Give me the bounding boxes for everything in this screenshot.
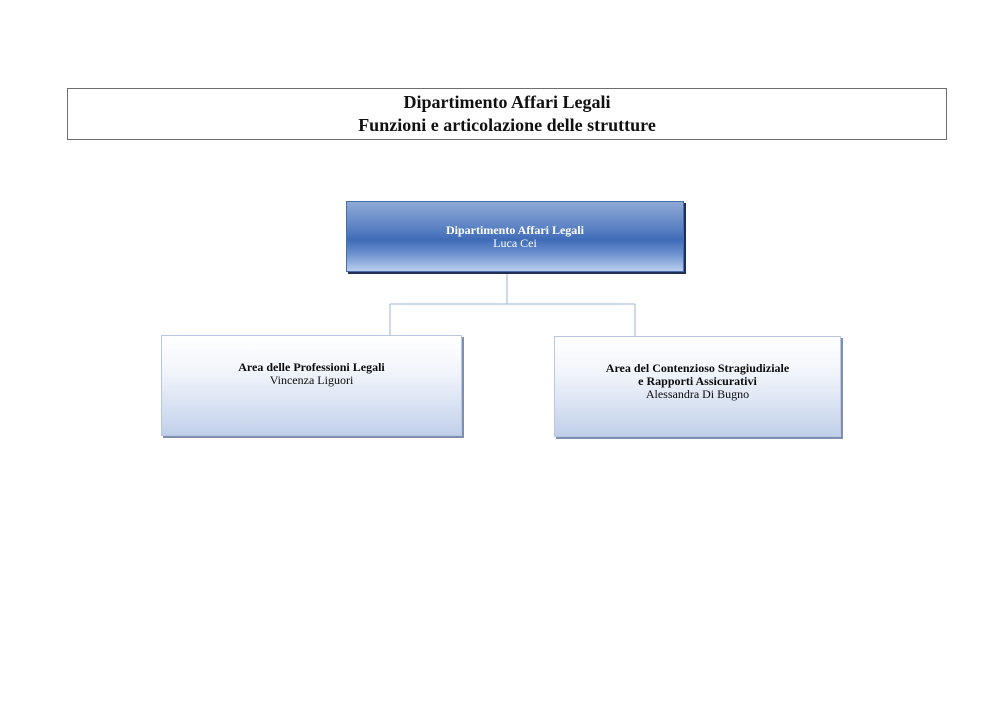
org-node-contenzioso-stragiudiziale — [554, 336, 841, 437]
org-node-person: Alessandra Di Bugno — [645, 387, 750, 401]
org-node-name-line1: Area del Contenzioso Stragiudiziale — [605, 361, 790, 375]
page-title: Dipartimento Affari Legali — [403, 92, 611, 112]
org-node-person: Vincenza Liguori — [269, 373, 354, 387]
page-subtitle: Funzioni e articolazione delle strutture — [358, 115, 656, 135]
org-node-name-line2: e Rapporti Assicurativi — [638, 374, 757, 388]
org-node-root — [346, 201, 684, 272]
org-node-name: Area delle Professioni Legali — [238, 360, 385, 374]
org-node-root-name: Dipartimento Affari Legali — [446, 222, 584, 237]
page-title-box — [67, 88, 947, 140]
org-node-professioni-legali — [161, 335, 462, 436]
org-node-root-person: Luca Cei — [493, 235, 537, 250]
